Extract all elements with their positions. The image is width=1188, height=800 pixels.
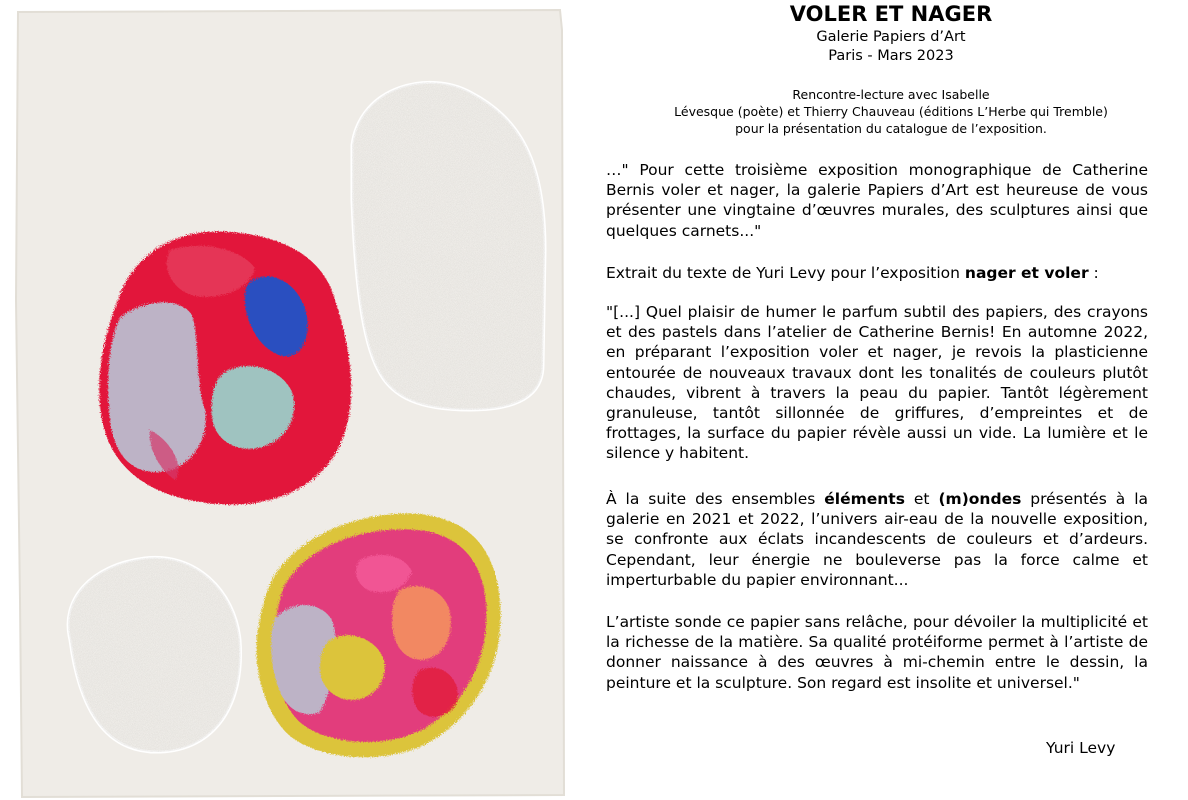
quote2-part-c: présentés à la galerie en 2021 et 2022, l’univers air-eau de la nouvelle exposition, se confronte aux éclats incandescents de couleurs et d’ardeurs. Cependant, leur énergie ne bouleverse pas la force calme et imperturbable du papier environnant...: [606, 490, 1149, 589]
quote2-bold-elements: éléments: [824, 490, 905, 508]
event-line-2: Lévesque (poète) et Thierry Chauveau (éditions L’Herbe qui Tremble): [674, 104, 1108, 119]
extract-prefix: Extrait du texte de Yuri Levy pour l’exposition: [606, 264, 965, 282]
intro-paragraph: …" Pour cette troisième exposition monographique de Catherine Bernis voler et nager, la galerie Papiers d’Art est heureuse de vous présenter une vingtaine d’œuvres murales, des sculptures ainsi que quelques carnets...": [606, 161, 1148, 240]
place-date: Paris - Mars 2023: [828, 48, 954, 64]
quote-paragraph-1: "[...] Quel plaisir de humer le parfum subtil des papiers, des crayons et des pastels dans l’atelier de Catherine Bernis! En automne 2022, en préparant l’exposition voler et nager, je revois la plasticienne entourée de nouveaux travaux dont les tonalités de couleurs plutôt chaudes, vibrent à travers la peau du papier. Tantôt légèrement granuleuse, tantôt sillonnée de griffures, d’empreintes et de frottages, la surface du papier révèle aussi un vide. La lumière et le silence y habitent.: [606, 303, 1148, 463]
event-line-3: pour la présentation du catalogue de l’exposition.: [735, 121, 1047, 136]
event-line-1: Rencontre-lecture avec Isabelle: [792, 87, 990, 102]
extract-bold: nager et voler: [964, 264, 1089, 282]
quote2-part-a: À la suite des ensembles: [606, 490, 825, 508]
extract-suffix: :: [1088, 264, 1099, 282]
quote2-bold-mondes: (m)ondes: [938, 490, 1022, 508]
text-column: [606, 0, 1148, 800]
red-pebble: [99, 232, 351, 505]
gallery-name: Galerie Papiers d’Art: [816, 29, 966, 45]
quote-paragraph-2: [606, 489, 1148, 590]
page-title: VOLER ET NAGER: [789, 2, 993, 26]
artwork-image: [0, 0, 580, 800]
extract-paragraph: [606, 263, 1148, 283]
quote-paragraph-3: L’artiste sonde ce papier sans relâche, pour dévoiler la multiplicité et la richesse de la matière. Sa qualité protéiforme permet à l’artiste de donner naissance à des œuvres à mi-chemin entre le dessin, la peinture et la sculpture. Son regard est insolite et universel.": [606, 613, 1148, 692]
author-signature: Yuri Levy: [1046, 739, 1116, 757]
quote2-part-b: et: [904, 490, 939, 508]
